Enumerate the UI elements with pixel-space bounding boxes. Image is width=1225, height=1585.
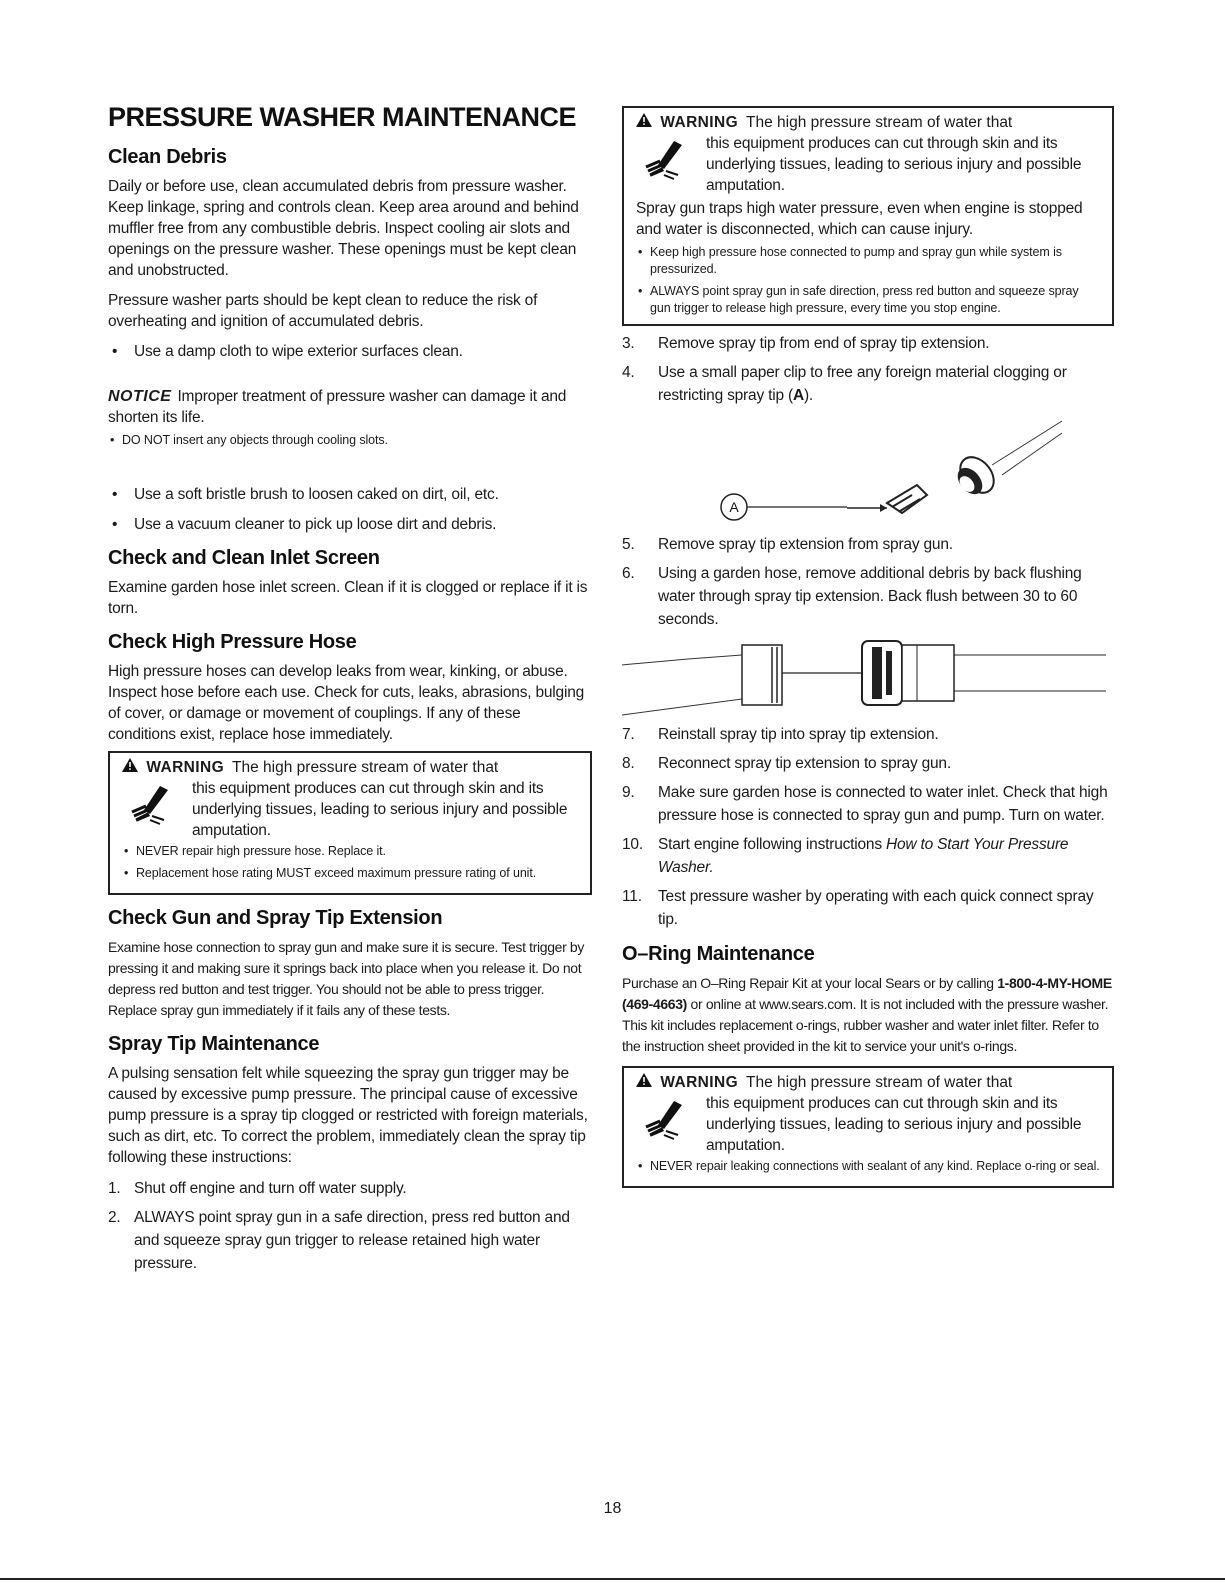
- heading-oring: O–Ring Maintenance: [622, 943, 815, 965]
- step-item: 4. Use a small paper clip to free any foreign material clogging or restricting spray tip (A).: [622, 364, 1067, 404]
- warning-header: [122, 757, 580, 778]
- warning-text: this equipment produces can cut through skin and its underlying tissues, leading to serious injury and possible amputation.: [706, 135, 1082, 194]
- gun-text: Examine hose connection to spray gun and make sure it is secure. Test trigger by pressing it and making sure it springs back into place when you release it. Do not depress red button and test trigger. You should not be able to press trigger. Replace spray gun immediately if it fails any of these tests.: [108, 939, 585, 1018]
- warning-body: Spray gun traps high water pressure, even when engine is stopped and water is disconnected, which can cause injury.: [636, 200, 1083, 238]
- warning-hazard: [122, 778, 580, 841]
- back-flush-illustration: [622, 637, 1114, 723]
- page-number: 18: [603, 1500, 622, 1517]
- spray-tip-steps: [108, 1177, 592, 1275]
- warning-hazard: [636, 133, 1102, 196]
- warning-line1: The high pressure stream of water that: [746, 1074, 1013, 1091]
- list-item: • Replacement hose rating MUST exceed maximum pressure rating of unit.: [122, 865, 580, 882]
- bottom-rule: [0, 1578, 1225, 1580]
- warning-header: [636, 1072, 1102, 1093]
- warning-text: this equipment produces can cut through skin and its underlying tissues, leading to serious injury and possible amputation.: [192, 780, 568, 839]
- warning-triangle-icon: [122, 758, 138, 772]
- right-column: [622, 106, 1114, 1194]
- inlet-screen-text: Examine garden hose inlet screen. Clean if it is clogged or replace if it is torn.: [108, 579, 588, 617]
- skin-injection-hazard-icon: [130, 784, 174, 828]
- skin-injection-hazard-icon: [644, 1099, 688, 1143]
- clean-debris-text-1: Daily or before use, clean accumulated debris from pressure washer. Keep linkage, spring and controls clean. Keep area around and behind muffler free from any combustible debris. Inspect cooling air slots and openings on the pressure washer. These openings must be kept clean and unobstructed.: [108, 178, 579, 279]
- list-item: • DO NOT insert any objects through cooling slots.: [108, 432, 592, 449]
- warning-text: this equipment produces can cut through skin and its underlying tissues, leading to serious injury and possible amputation.: [706, 1095, 1082, 1154]
- heading-inlet-screen: Check and Clean Inlet Screen: [108, 547, 380, 569]
- list-item: • Keep high pressure hose connected to pump and spray gun while system is pressurized.: [636, 244, 1102, 278]
- step-item: 6. Using a garden hose, remove additional debris by back flushing water through spray tip extension. Back flush between 30 to 60 seconds.: [622, 565, 1082, 628]
- warning-title: WARNING: [660, 1074, 739, 1091]
- notice-list: [108, 432, 592, 449]
- list-item: • NEVER repair leaking connections with sealant of any kind. Replace o-ring or seal.: [636, 1158, 1102, 1175]
- spray-tip-steps-cont: [622, 332, 1114, 407]
- warning-box-spray-gun: [622, 106, 1114, 326]
- spray-tip-drawing: [622, 413, 1114, 533]
- flush-steps: [622, 533, 1114, 631]
- step-item: 2. ALWAYS point spray gun in a safe direction, press red button and and squeeze spray gun trigger to release retained high water pressure.: [108, 1209, 570, 1272]
- list-item: • Use a soft bristle brush to loosen caked on dirt, oil, etc.: [108, 484, 592, 505]
- spray-tip-text: A pulsing sensation felt while squeezing the spray gun trigger may be caused by excessive pump pressure. The principal cause of excessive pump pressure is a spray tip clogged or restricted with foreign materials, such as dirt, etc. To correct the problem, immediately clean the spray tip following these instructions:: [108, 1065, 588, 1166]
- clean-debris-text-2: Pressure washer parts should be kept clean to reduce the risk of overheating and ignition of accumulated debris.: [108, 292, 538, 330]
- notice-text-line: [108, 386, 592, 428]
- warning-hazard: [636, 1093, 1102, 1156]
- step-item: 3. Remove spray tip from end of spray tip extension.: [622, 335, 990, 352]
- spray-tip-illustration: [622, 413, 1114, 533]
- heading-gun-extension: Check Gun and Spray Tip Extension: [108, 907, 443, 929]
- step-item: 8. Reconnect spray tip extension to spray gun.: [622, 755, 951, 772]
- step-item: 9. Make sure garden hose is connected to water inlet. Check that high pressure hose is connected to spray gun and pump. Turn on water.: [622, 784, 1108, 824]
- back-flush-drawing: [622, 637, 1114, 723]
- page-title: PRESSURE WASHER MAINTENANCE: [108, 102, 577, 132]
- callout-label-a: A: [729, 499, 739, 515]
- step-item: 10. Start engine following instructions How to Start Your Pressure Washer.: [622, 836, 1069, 876]
- step-item: 11. Test pressure washer by operating with each quick connect spray tip.: [622, 888, 1094, 928]
- notice-text: Improper treatment of pressure washer can damage it and shorten its life.: [108, 388, 567, 426]
- list-item: • Use a vacuum cleaner to pick up loose dirt and debris.: [108, 514, 592, 535]
- heading-clean-debris: Clean Debris: [108, 146, 227, 168]
- warning-line1: The high pressure stream of water that: [746, 114, 1013, 131]
- cleaning-list: [108, 484, 592, 535]
- warning-list: [636, 244, 1102, 317]
- notice-block: [108, 386, 592, 449]
- notice-label: NOTICE: [108, 388, 172, 405]
- left-column: [108, 100, 592, 1281]
- skin-injection-hazard-icon: [644, 139, 688, 183]
- warning-box-oring: [622, 1066, 1114, 1188]
- warning-box-hose: [108, 751, 592, 895]
- warning-triangle-icon: [636, 113, 652, 127]
- step-item: 1. Shut off engine and turn off water supply.: [108, 1180, 407, 1197]
- phone-number: 1-800-4-MY-HOME (469-4663): [622, 975, 1112, 1012]
- clean-debris-list: [108, 341, 592, 362]
- list-item: • NEVER repair high pressure hose. Replace it.: [122, 843, 580, 860]
- heading-spray-tip: Spray Tip Maintenance: [108, 1033, 320, 1055]
- warning-title: WARNING: [146, 759, 225, 776]
- hose-text: High pressure hoses can develop leaks from wear, kinking, or abuse. Inspect hose before each use. Check for cuts, leaks, abrasions, bulging of cover, or damage or movement of couplings. If any of these conditions exist, replace hose immediately.: [108, 663, 585, 743]
- heading-high-pressure-hose: Check High Pressure Hose: [108, 631, 357, 653]
- list-item: • ALWAYS point spray gun in safe direction, press red button and squeeze spray gun trigger to release high pressure, every time you stop engine.: [636, 283, 1102, 317]
- warning-line1: The high pressure stream of water that: [232, 759, 499, 776]
- warning-list: [636, 1158, 1102, 1175]
- reassembly-steps: [622, 723, 1114, 931]
- list-item: • Use a damp cloth to wipe exterior surfaces clean.: [108, 341, 592, 362]
- oring-text: Purchase an O–Ring Repair Kit at your local Sears or by calling 1-800-4-MY-HOME (469-4663) or online at www.sears.com. It is not included with the pressure washer. This kit includes replacement o-rings, rubber washer and water inlet filter. Refer to the instruction sheet provided in the kit to service your unit's o-rings.: [622, 975, 1112, 1054]
- warning-title: WARNING: [660, 114, 739, 131]
- warning-list: [122, 843, 580, 882]
- warning-header: [636, 112, 1102, 133]
- step-item: 7. Reinstall spray tip into spray tip extension.: [622, 726, 939, 743]
- warning-triangle-icon: [636, 1073, 652, 1087]
- step-item: 5. Remove spray tip extension from spray gun.: [622, 536, 953, 553]
